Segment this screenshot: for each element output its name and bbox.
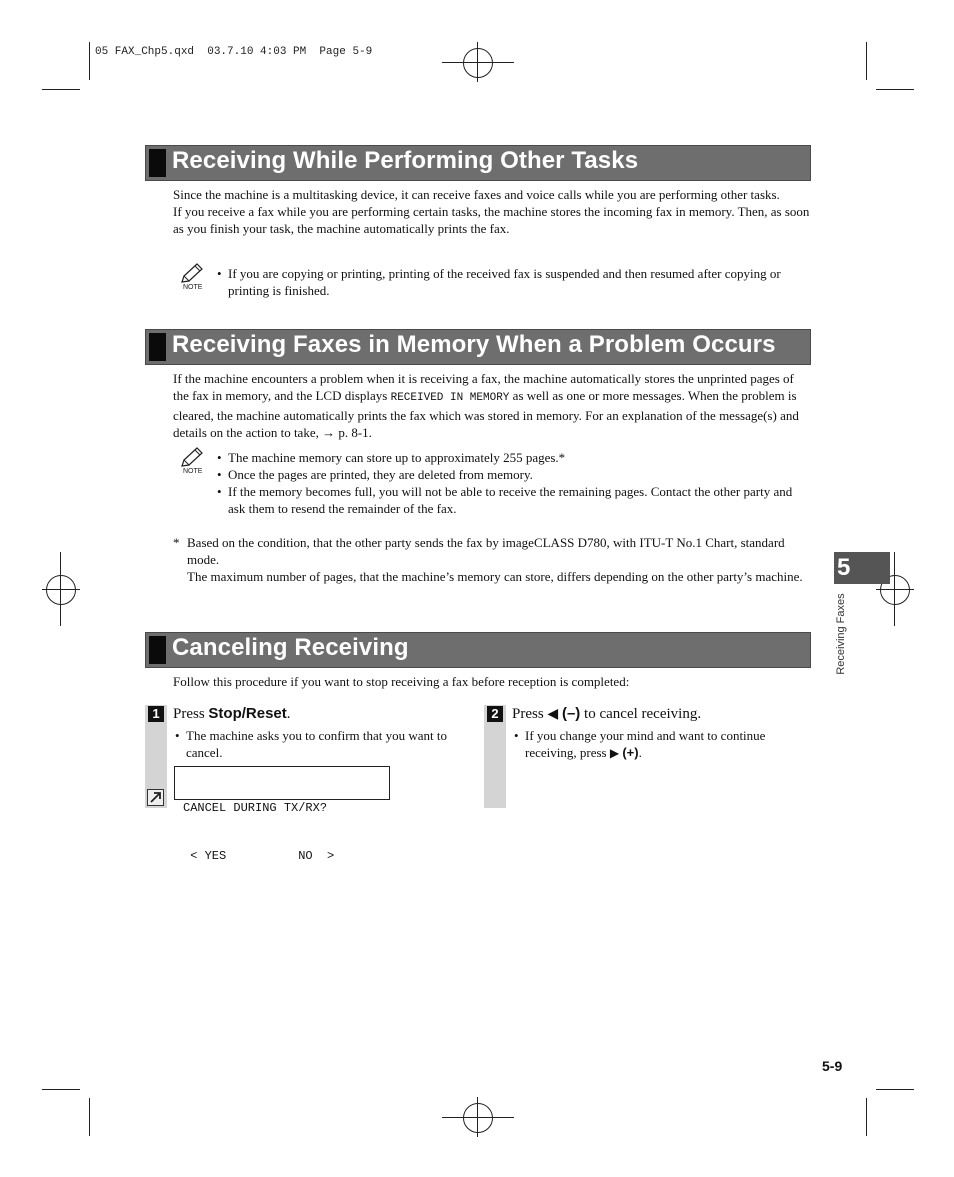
registration-line	[42, 589, 80, 590]
crop-mark	[876, 1089, 914, 1090]
heading-block-marker	[149, 149, 166, 177]
paragraph-text: as well as one or more messages. When the problem is cleared, the machine automatically prints the fax which was stored in memory. For an explanation of the message(s) and details on the action to take, → p. 8-1.	[173, 388, 799, 440]
print-slug: 05 FAX_Chp5.qxd 03.7.10 4:03 PM Page 5-9	[95, 46, 373, 58]
note-item: • The machine memory can store up to approximately 255 pages.*	[217, 449, 807, 466]
left-arrow-icon: ◀	[547, 706, 559, 722]
paragraph: Since the machine is a multitasking device, it can receive faxes and voice calls while you are performing other tasks.	[173, 187, 780, 202]
step-note-item	[514, 727, 804, 762]
step-note	[514, 727, 804, 762]
chapter-side-label: Receiving Faxes	[835, 593, 847, 675]
section-heading-bar	[145, 329, 811, 365]
step-note-text: If you change your mind and want to continue receiving, press	[525, 728, 766, 760]
crop-mark	[866, 1098, 867, 1136]
paragraph: If you receive a fax while you are performing certain tasks, the machine stores the incoming fax in memory. Then, as soon as you finish your task, the machine automatically prints the fax.	[173, 204, 810, 236]
footnote	[173, 534, 803, 585]
note-icon	[180, 262, 210, 296]
step-note	[175, 727, 475, 761]
registration-line	[442, 62, 514, 63]
note-icon	[180, 446, 210, 480]
section-heading-bar	[145, 632, 811, 668]
crop-mark	[42, 89, 80, 90]
registration-line	[894, 552, 895, 626]
step-text: Press	[512, 706, 548, 722]
registration-mark	[46, 575, 76, 605]
lcd-message: RECEIVED IN MEMORY	[390, 392, 510, 404]
note-item: • Once the pages are printed, they are deleted from memory.	[217, 466, 807, 483]
crop-mark	[866, 42, 867, 80]
key-name: (+)	[622, 745, 639, 760]
registration-mark	[463, 48, 493, 78]
crop-mark	[89, 1098, 90, 1136]
lcd-line: CANCEL DURING TX/RX?	[183, 801, 328, 815]
pencil-icon	[180, 262, 206, 284]
registration-line	[60, 552, 61, 626]
step-instruction	[173, 705, 291, 723]
note-label: NOTE	[183, 284, 203, 291]
crop-mark	[42, 1089, 80, 1090]
paragraph	[173, 370, 813, 441]
note-list	[217, 265, 813, 299]
registration-line	[876, 589, 914, 590]
section-title: Receiving While Performing Other Tasks	[172, 147, 639, 174]
chapter-number: 5	[837, 554, 851, 581]
continue-arrow-icon	[147, 789, 164, 806]
step-text: to cancel receiving.	[580, 706, 702, 722]
step-number: 1	[148, 706, 164, 722]
section-heading-bar	[145, 145, 811, 181]
section-body	[173, 370, 813, 441]
key-name: Stop/Reset	[208, 705, 287, 722]
heading-block-marker	[149, 333, 166, 361]
step-number: 2	[487, 706, 503, 722]
registration-line	[442, 1117, 514, 1118]
footnote-text: Based on the condition, that the other party sends the fax by imageCLASS D780, with ITU-T No.1 Chart, standard mode.	[187, 535, 785, 567]
paragraph: Follow this procedure if you want to stop receiving a fax before reception is completed:	[173, 674, 630, 689]
note-list	[217, 449, 807, 517]
section-body	[173, 186, 813, 237]
section-intro	[173, 673, 813, 690]
page-number: 5-9	[822, 1058, 843, 1074]
lcd-line: < YES NO >	[183, 849, 335, 863]
registration-line	[477, 42, 478, 82]
registration-line	[477, 1097, 478, 1137]
crop-mark	[89, 42, 90, 80]
note-item: • If the memory becomes full, you will not be able to receive the remaining pages. Contact the other party and ask them to resend the remainder of the fax.	[217, 483, 807, 517]
step-instruction	[512, 705, 701, 723]
step-text: Press	[173, 706, 209, 722]
step-note-item: • The machine asks you to confirm that you want to cancel.	[175, 727, 475, 761]
step-text: .	[286, 706, 291, 722]
note-label: NOTE	[183, 468, 203, 475]
footnote-text: The maximum number of pages, that the machine’s memory can store, differs depending on the other party’s machine.	[187, 569, 803, 584]
lcd-display	[174, 766, 390, 863]
section-title: Receiving Faxes in Memory When a Problem Occurs	[172, 331, 776, 358]
crop-mark	[876, 89, 914, 90]
key-name: (–)	[561, 705, 581, 722]
footnote-mark: *	[173, 535, 180, 550]
footnote-block	[173, 534, 803, 585]
step-note-text: .	[638, 745, 642, 760]
section-title: Canceling Receiving	[172, 634, 409, 661]
note-item: • If you are copying or printing, printing of the received fax is suspended and then resumed after copying or printing is finished.	[217, 265, 813, 299]
paragraph-text: If the machine encounters a problem when it is receiving a fax, the machine automatically stores the unprinted pages of the fax in memory, and the LCD displays	[173, 371, 794, 403]
right-arrow-icon: ▶	[609, 746, 620, 760]
heading-block-marker	[149, 636, 166, 664]
registration-mark	[463, 1103, 493, 1133]
pencil-icon	[180, 446, 206, 468]
